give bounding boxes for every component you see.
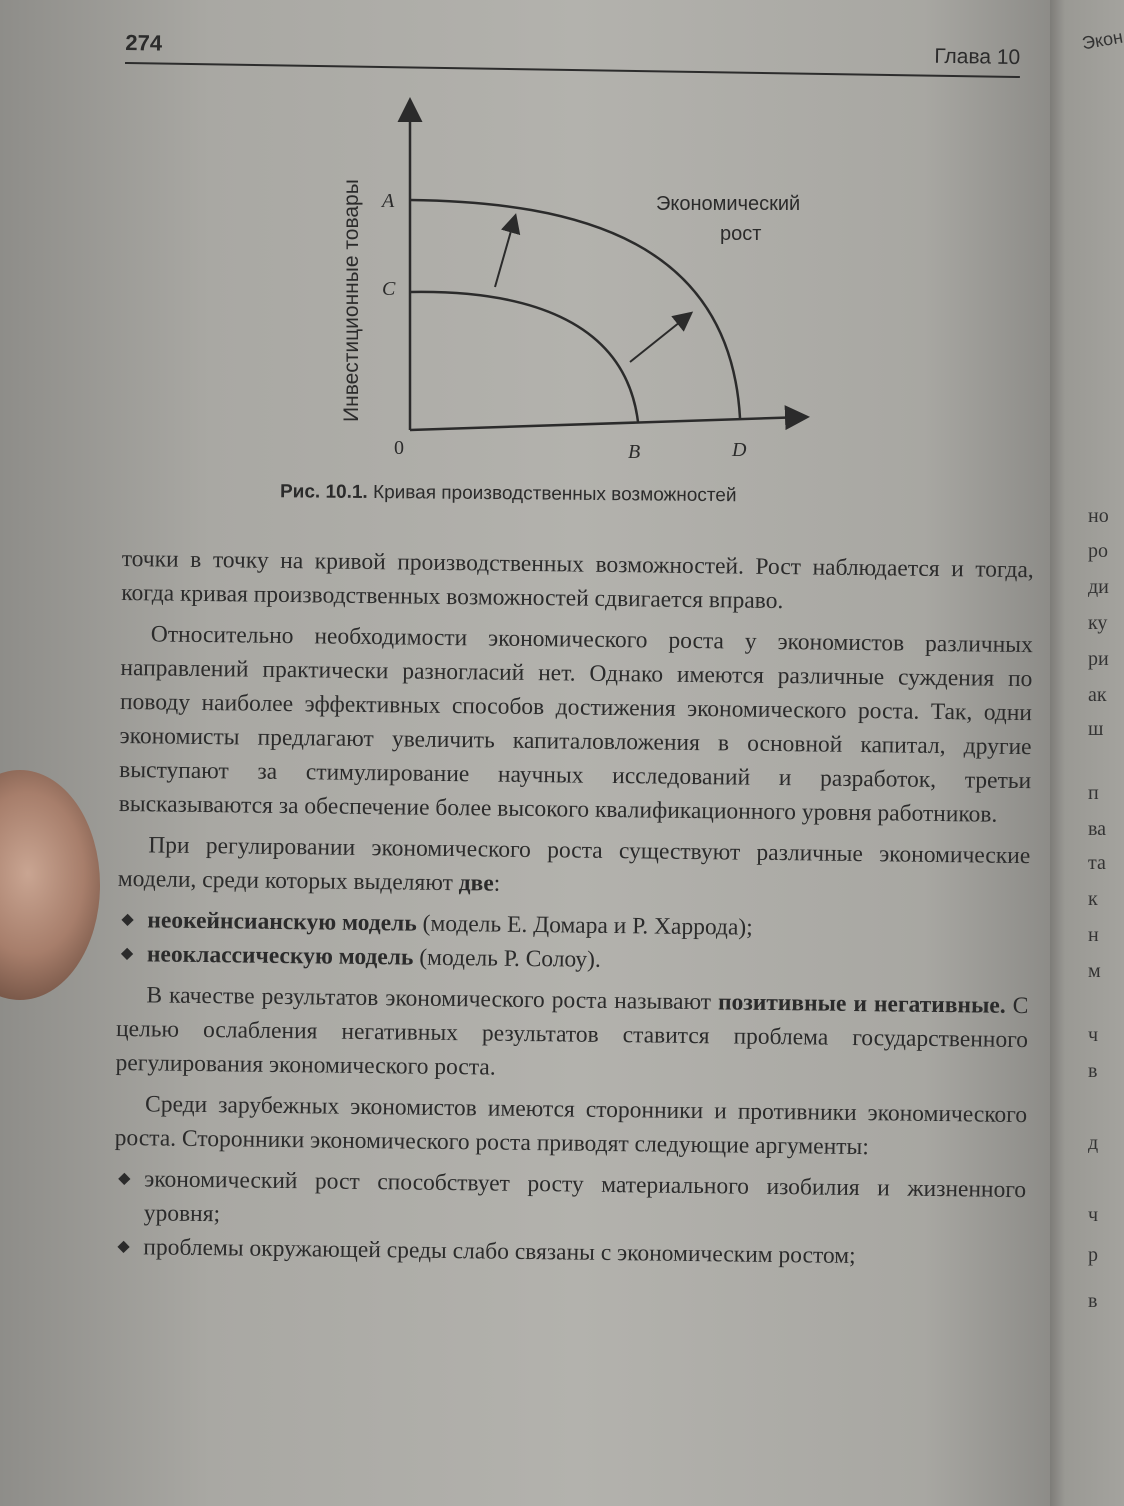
list-item: ◆ экономический рост способствует росту материального изобилия и жизненного уровня; (114, 1162, 1027, 1241)
arguments-list (113, 1162, 1026, 1275)
body-text (113, 542, 1034, 1282)
adjacent-page-fragment: п (1088, 782, 1099, 804)
adjacent-page-fragment: к (1088, 888, 1098, 910)
adjacent-page-fragment: ку (1088, 612, 1108, 634)
list-item: ◆ проблемы окружающей среды слабо связаны с экономическим ростом; (113, 1230, 1025, 1275)
point-d-label: D (732, 439, 747, 461)
paragraph-4: В качестве результатов экономического роста называют позитивные и негативные. С целью ослабления негативных результатов ставится проблема государственного регулирования экономического роста. (115, 982, 1029, 1081)
running-header (125, 22, 1021, 78)
adjacent-page-fragment: р (1088, 1244, 1098, 1266)
paragraph-2: Относительно необходимости экономического роста у экономистов различных направлений практически разногласий нет. Однако имеются различные суждения по поводу наиболее эффективных способов достижения экономического роста. Так, одни экономисты предлагают увеличить капиталовложения в основной капитал, другие выступают за стимулирование научных исследований и разработок, третьи высказываются за обеспечение более высокого квалификационного уровня работников. (118, 621, 1033, 828)
adjacent-page-fragment: м (1088, 960, 1101, 982)
adjacent-page (1040, 0, 1124, 1506)
figure-caption (280, 481, 920, 509)
figure-title: Кривая производственных возможностей (372, 482, 737, 507)
annotation-line1: Экономический (656, 193, 801, 215)
adjacent-page-fragment: ч (1088, 1204, 1099, 1226)
bullet-icon: ◆ (117, 1237, 130, 1256)
point-b-label: B (628, 441, 641, 463)
thumb (0, 770, 100, 1000)
origin-label: 0 (394, 437, 404, 459)
growth-arrow-2 (630, 314, 690, 362)
figure-number: Рис. 10.1. (279, 481, 368, 503)
bullet-icon: ◆ (121, 911, 134, 929)
adjacent-page-fragment: д (1088, 1132, 1099, 1154)
point-a-label: A (382, 190, 395, 212)
adjacent-page-fragment: в (1088, 1060, 1098, 1082)
production-possibilities-figure (320, 92, 840, 472)
adjacent-page-fragment: ди (1088, 576, 1109, 598)
adjacent-page-fragment: в (1088, 1290, 1098, 1312)
adjacent-page-fragment: ва (1088, 818, 1107, 840)
adjacent-page-fragment: н (1088, 924, 1099, 946)
bullet-icon: ◆ (120, 945, 134, 963)
paragraph-5: Среди зарубежных экономистов имеются сторонники и противники экономического роста. Сторонники экономического роста приводят следующие аргументы: (114, 1091, 1028, 1161)
adjacent-page-fragment: но (1088, 505, 1109, 527)
adjacent-page-fragment: ри (1088, 648, 1109, 670)
point-c-label: C (382, 278, 396, 300)
adjacent-page-fragment: ч (1088, 1024, 1099, 1046)
paragraph-3: При регулировании экономического роста существуют различные экономические модели, среди которых выделяют две: (117, 832, 1031, 897)
list-item: ◆ неоклассическую модель (модель Р. Солоу). (117, 937, 1029, 982)
x-axis (410, 417, 805, 430)
curve-ab-original (410, 292, 638, 422)
paragraph-1: точки в точку на кривой производственных возможностей. Рост наблюдается и тогда, когда кривая производственных возможностей сдвигается вправо. (121, 545, 1034, 615)
list-item: ◆ неокейнсианскую модель (модель Е. Домара и Р. Харрода); (117, 903, 1029, 948)
model-list (117, 903, 1030, 982)
annotation-line2: рост (720, 223, 762, 245)
curve-cd-shifted (410, 200, 740, 418)
y-axis-label: Инвестиционные товары (340, 179, 363, 422)
adjacent-page-fragment: ак (1088, 684, 1107, 706)
bullet-icon: ◆ (118, 1170, 131, 1188)
page-number: 274 (125, 30, 163, 56)
adjacent-page-header: Экон (1080, 26, 1124, 54)
growth-arrow-1 (495, 217, 515, 287)
chapter-title: Глава 10 (934, 44, 1021, 70)
adjacent-page-fragment: ро (1088, 540, 1108, 562)
adjacent-page-fragment: ш (1088, 718, 1104, 740)
adjacent-page-fragment: та (1088, 852, 1106, 874)
